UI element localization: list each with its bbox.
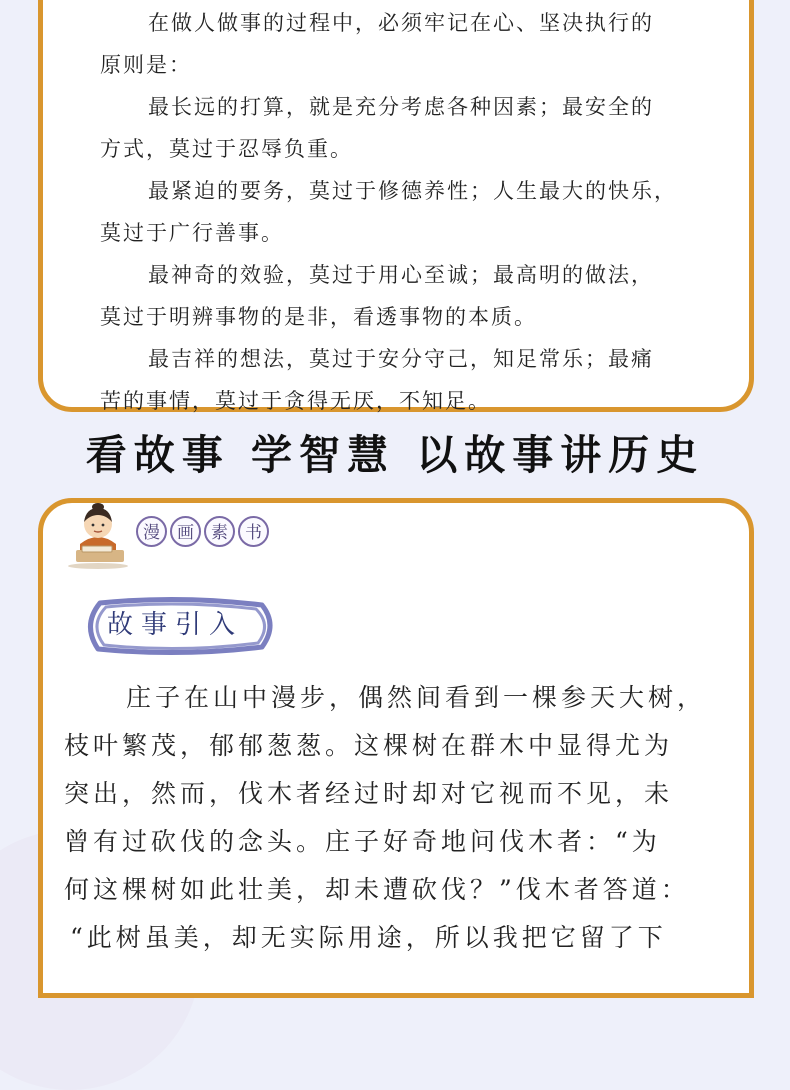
scholar-reading-icon — [62, 500, 134, 570]
passage-line: 苦的事情，莫过于贪得无厌，不知足。 — [100, 389, 491, 413]
top-text-panel — [38, 0, 754, 412]
passage-line: 在做人做事的过程中，必须牢记在心、坚决执行的 — [148, 11, 654, 35]
story-intro-label — [80, 595, 280, 657]
passage-line: 原则是： — [100, 53, 192, 77]
story-line: 突出，然而，伐木者经过时却对它视而不见，未 — [64, 779, 674, 808]
tag-char: 画 — [170, 516, 201, 547]
passage-line: 莫过于明辨事物的是非，看透事物的本质。 — [100, 305, 537, 329]
story-line: 枝叶繁茂，郁郁葱葱。这棵树在群木中显得尤为 — [64, 731, 674, 760]
story-intro-text: 故事引入 — [106, 610, 243, 640]
story-line: “此树虽美，却无实际用途，所以我把它留了下 — [70, 923, 667, 952]
story-line: 曾有过砍伐的念头。庄子好奇地问伐木者：“为 — [64, 827, 661, 856]
passage-line: 最长远的打算，就是充分考虑各种因素；最安全的 — [148, 95, 654, 119]
passage-line: 最吉祥的想法，莫过于安分守己，知足常乐；最痛 — [148, 347, 654, 371]
passage-line: 方式，莫过于忍辱负重。 — [100, 137, 353, 161]
tag-char: 书 — [238, 516, 269, 547]
passage-line: 最紧迫的要务，莫过于修德养性；人生最大的快乐， — [148, 179, 677, 203]
passage-line: 莫过于广行善事。 — [100, 221, 284, 245]
slogan-banner: 看故事 学智慧 以故事讲历史 — [85, 431, 705, 479]
passage-line: 最神奇的效验，莫过于用心至诚；最高明的做法， — [148, 263, 654, 287]
tag-char: 漫 — [136, 516, 167, 547]
story-line: 庄子在山中漫步，偶然间看到一棵参天大树， — [126, 683, 707, 712]
tag-char: 素 — [204, 516, 235, 547]
story-line: 何这棵树如此壮美，却未遭砍伐？”伐木者答道： — [64, 875, 690, 904]
